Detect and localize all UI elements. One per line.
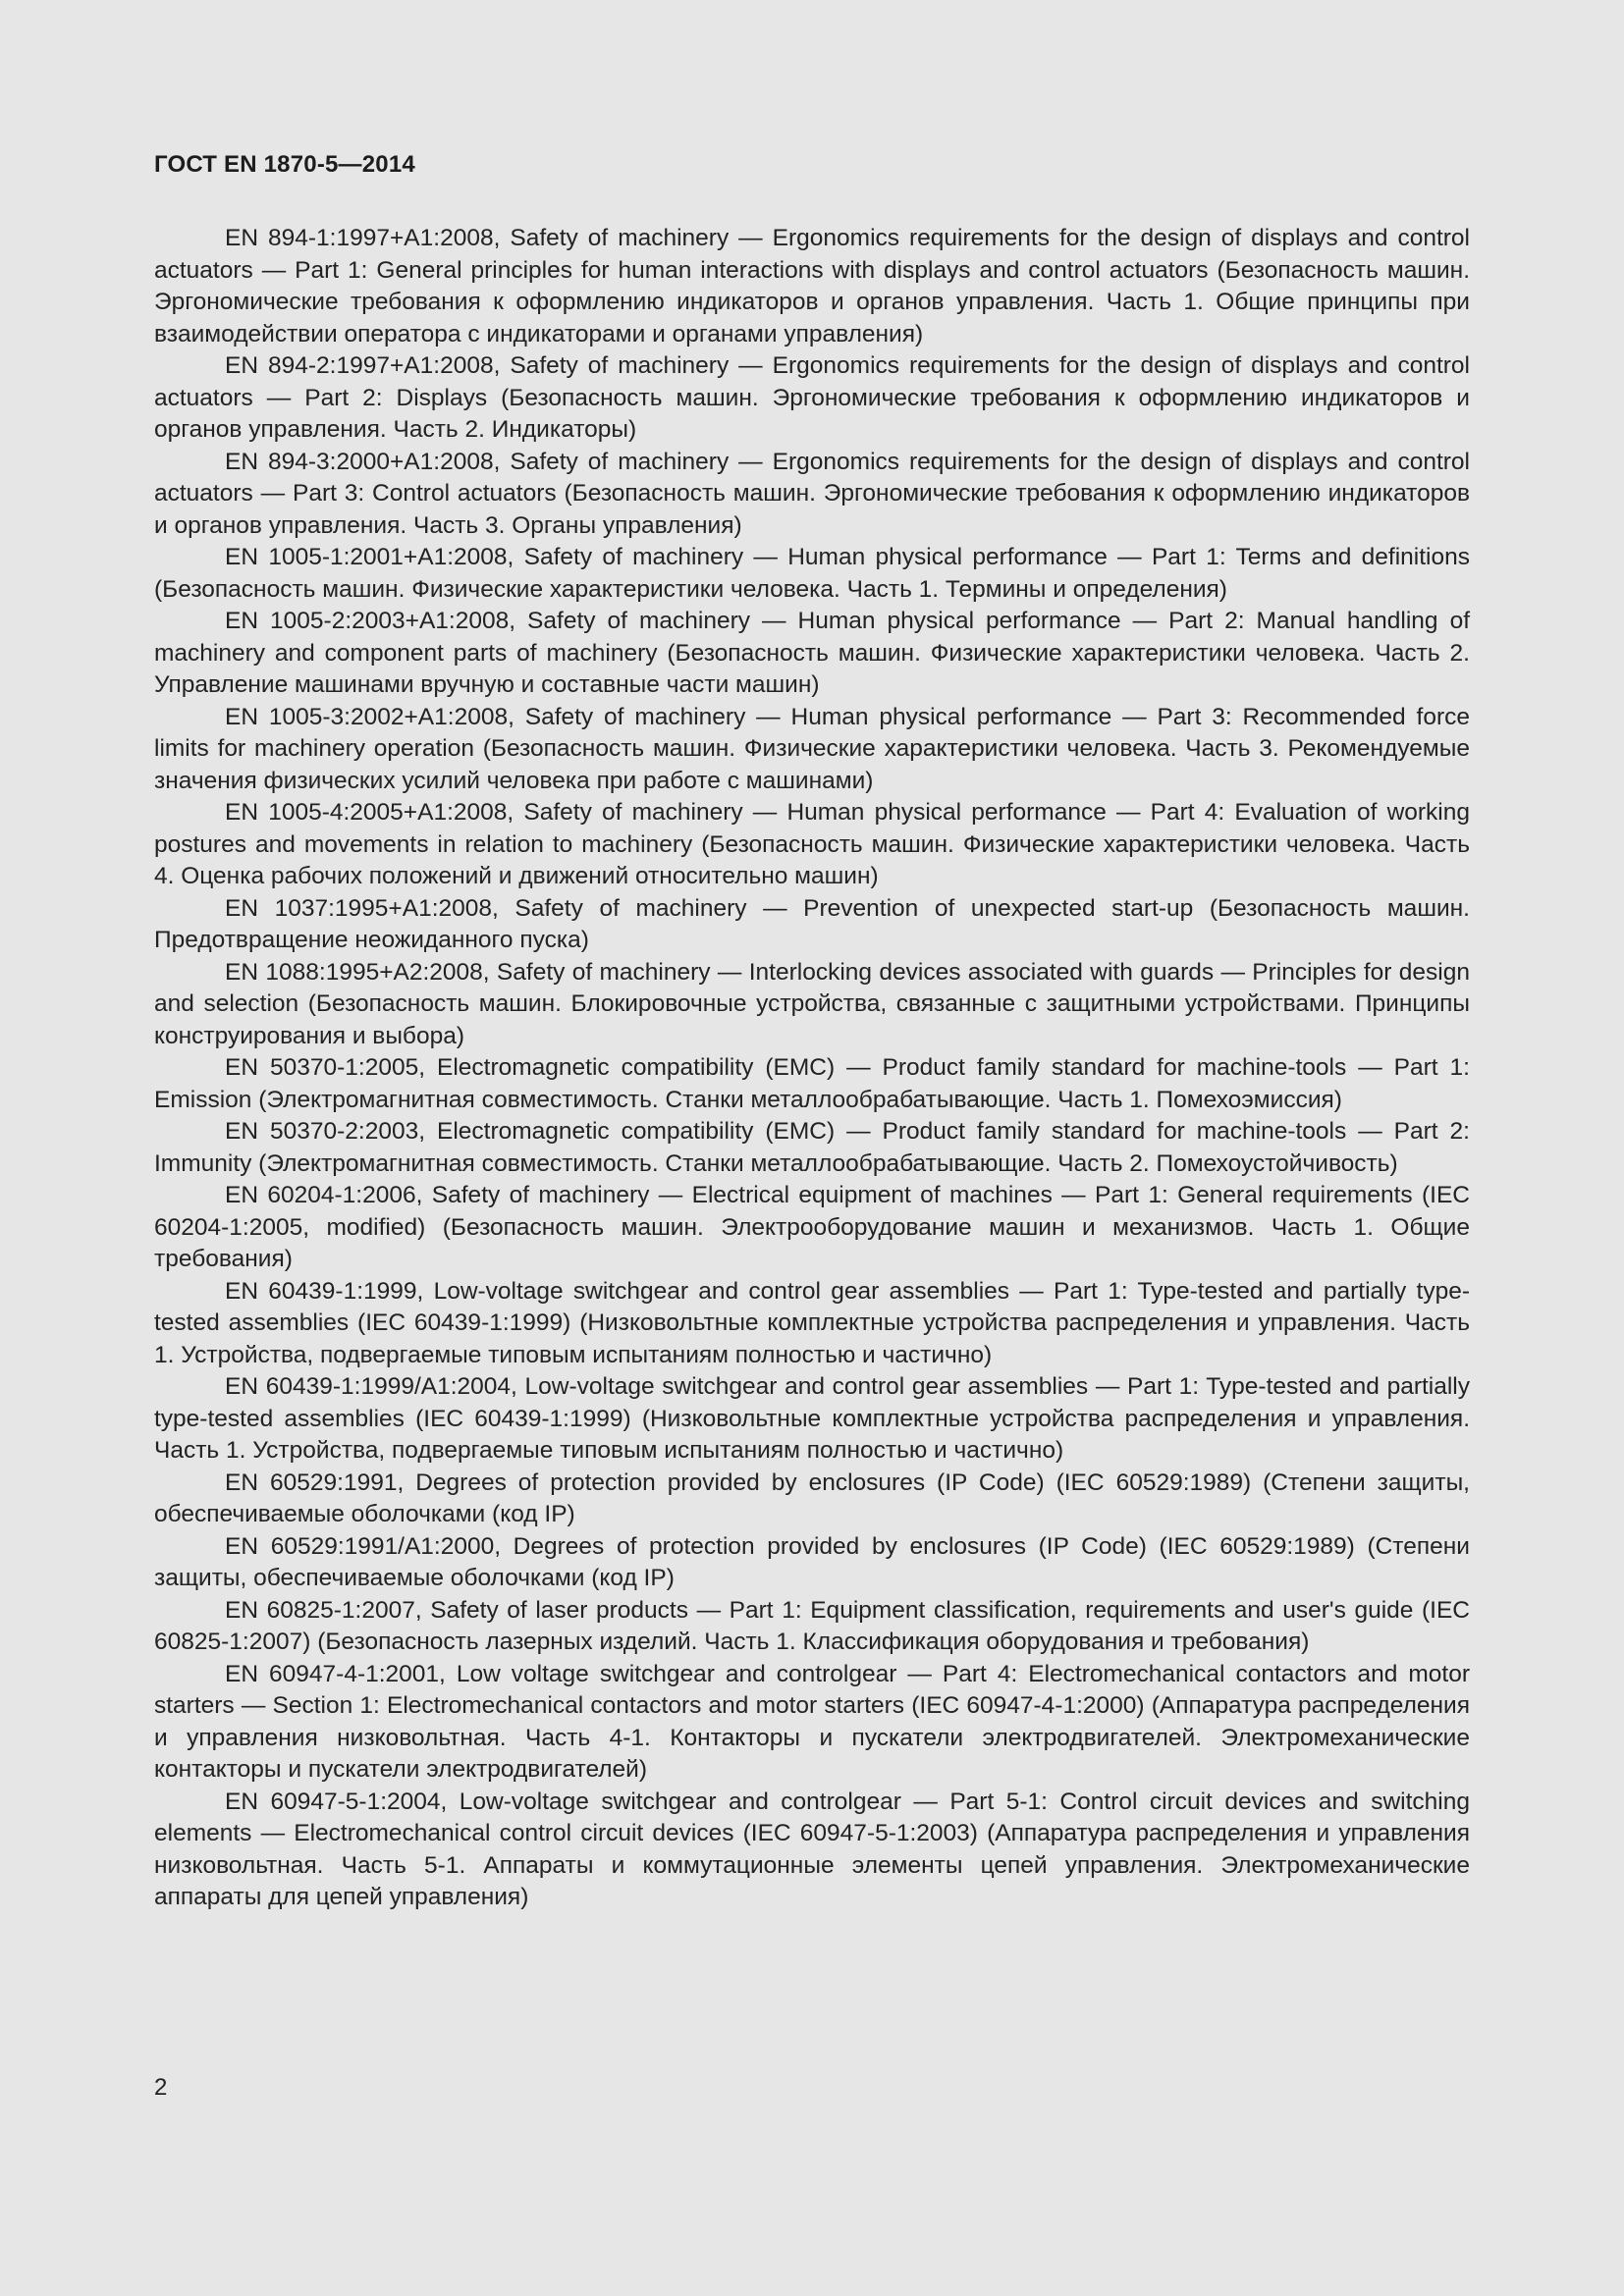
reference-item: EN 894-3:2000+A1:2008, Safety of machinery — Ergonomics requirements for the design of displays and control actuators — Part 3: Control actuators (Безопасность машин. Эргономические требования к оформлению индикаторов и органов управления. Часть 3. Органы управления) — [154, 448, 1470, 539]
reference-item: EN 60439-1:1999/A1:2004, Low-voltage switchgear and control gear assemblies — Part 1: Type-tested and partially type-tested assemblies (IEC 60439-1:1999) (Низковольтные комплектные устройства распределения и управления. Часть 1. Устройства, подвергаемые типовым испытаниям полностью и частично) — [154, 1373, 1470, 1464]
reference-item: EN 1005-4:2005+A1:2008, Safety of machinery — Human physical performance — Part 4: Evaluation of working postures and movements in relation to machinery (Безопасность машин. Физические характеристики человека. Часть 4. Оценка рабочих положений и движений относительно машин) — [154, 799, 1470, 889]
reference-item: EN 50370-2:2003, Electromagnetic compatibility (EMC) — Product family standard for machine-tools — Part 2: Immunity (Электромагнитная совместимость. Станки металлообрабатывающие. Часть 2. Помехоустойчивость) — [154, 1118, 1470, 1177]
document-header-title: ГОСТ EN 1870-5—2014 — [154, 151, 415, 178]
reference-item: EN 60825-1:2007, Safety of laser products — Part 1: Equipment classification, requirements and user's guide (IEC 60825-1:2007) (Безопасность лазерных изделий. Часть 1. Классификация оборудования и требования) — [154, 1596, 1470, 1655]
reference-item: EN 1005-2:2003+A1:2008, Safety of machinery — Human physical performance — Part 2: Manual handling of machinery and component parts of machinery (Безопасность машин. Физические характеристики человека. Часть 2. Управление машинами вручную и составные части машин) — [154, 608, 1470, 698]
reference-item: EN 60529:1991/A1:2000, Degrees of protection provided by enclosures (IP Code) (IEC 60529:1989) (Степени защиты, обеспечиваемые оболочками (код IP) — [154, 1532, 1470, 1591]
reference-item: EN 894-1:1997+A1:2008, Safety of machinery — Ergonomics requirements for the design of displays and control actuators — Part 1: General principles for human interactions with displays and control actuators (Безопасность машин. Эргономические требования к оформлению индикаторов и органов управления. Часть 1. Общие принципы при взаимодействии оператора с индикаторами и органами управления) — [154, 225, 1470, 347]
reference-item: EN 1037:1995+A1:2008, Safety of machinery — Prevention of unexpected start-up (Безопасность машин. Предотвращение неожиданного пуска) — [154, 894, 1470, 953]
reference-item: EN 1005-3:2002+A1:2008, Safety of machinery — Human physical performance — Part 3: Recommended force limits for machinery operation (Безопасность машин. Физические характеристики человека. Часть 3. Рекомендуемые значения физических усилий человека при работе с машинами) — [154, 703, 1470, 794]
normative-references-list — [154, 223, 1470, 1914]
reference-item: EN 60529:1991, Degrees of protection provided by enclosures (IP Code) (IEC 60529:1989) (Степени защиты, обеспечиваемые оболочками (код IP) — [154, 1468, 1470, 1527]
reference-item: EN 60947-5-1:2004, Low-voltage switchgear and controlgear — Part 5-1: Control circuit devices and switching elements — Electromechanical control circuit devices (IEC 60947-5-1:2003) (Аппаратура распределения и управления низковольтная. Часть 5-1. Аппараты и коммутационные элементы цепей управления. Электромеханические аппараты для цепей управления) — [154, 1788, 1470, 1910]
reference-item: EN 60947-4-1:2001, Low voltage switchgear and controlgear — Part 4: Electromechanical contactors and motor starters — Section 1: Electromechanical contactors and motor starters (IEC 60947-4-1:2000) (Аппаратура распределения и управления низковольтная. Часть 4-1. Контакторы и пускатели электродвигателей. Электромеханические контакторы и пускатели электродвигателей) — [154, 1660, 1470, 1783]
reference-item: EN 60439-1:1999, Low-voltage switchgear and control gear assemblies — Part 1: Type-tested and partially type-tested assemblies (IEC 60439-1:1999) (Низковольтные комплектные устройства распределения и управления. Часть 1. Устройства, подвергаемые типовым испытаниям полностью и частично) — [154, 1277, 1470, 1368]
page-number: 2 — [154, 2074, 168, 2101]
reference-item: EN 1005-1:2001+A1:2008, Safety of machinery — Human physical performance — Part 1: Terms and definitions (Безопасность машин. Физические характеристики человека. Часть 1. Термины и определения) — [154, 544, 1470, 603]
reference-item: EN 50370-1:2005, Electromagnetic compatibility (EMC) — Product family standard for machine-tools — Part 1: Emission (Электромагнитная совместимость. Станки металлообрабатывающие. Часть 1. Помехоэмиссия) — [154, 1054, 1470, 1113]
reference-item: EN 894-2:1997+A1:2008, Safety of machinery — Ergonomics requirements for the design of displays and control actuators — Part 2: Displays (Безопасность машин. Эргономические требования к оформлению индикаторов и органов управления. Часть 2. Индикаторы) — [154, 352, 1470, 443]
reference-item: EN 1088:1995+A2:2008, Safety of machinery — Interlocking devices associated with guards — Principles for design and selection (Безопасность машин. Блокировочные устройства, связанные с защитными устройствами. Принципы конструирования и выбора) — [154, 958, 1470, 1049]
reference-item: EN 60204-1:2006, Safety of machinery — Electrical equipment of machines — Part 1: General requirements (IEC 60204-1:2005, modified) (Безопасность машин. Электрооборудование машин и механизмов. Часть 1. Общие требования) — [154, 1182, 1470, 1272]
